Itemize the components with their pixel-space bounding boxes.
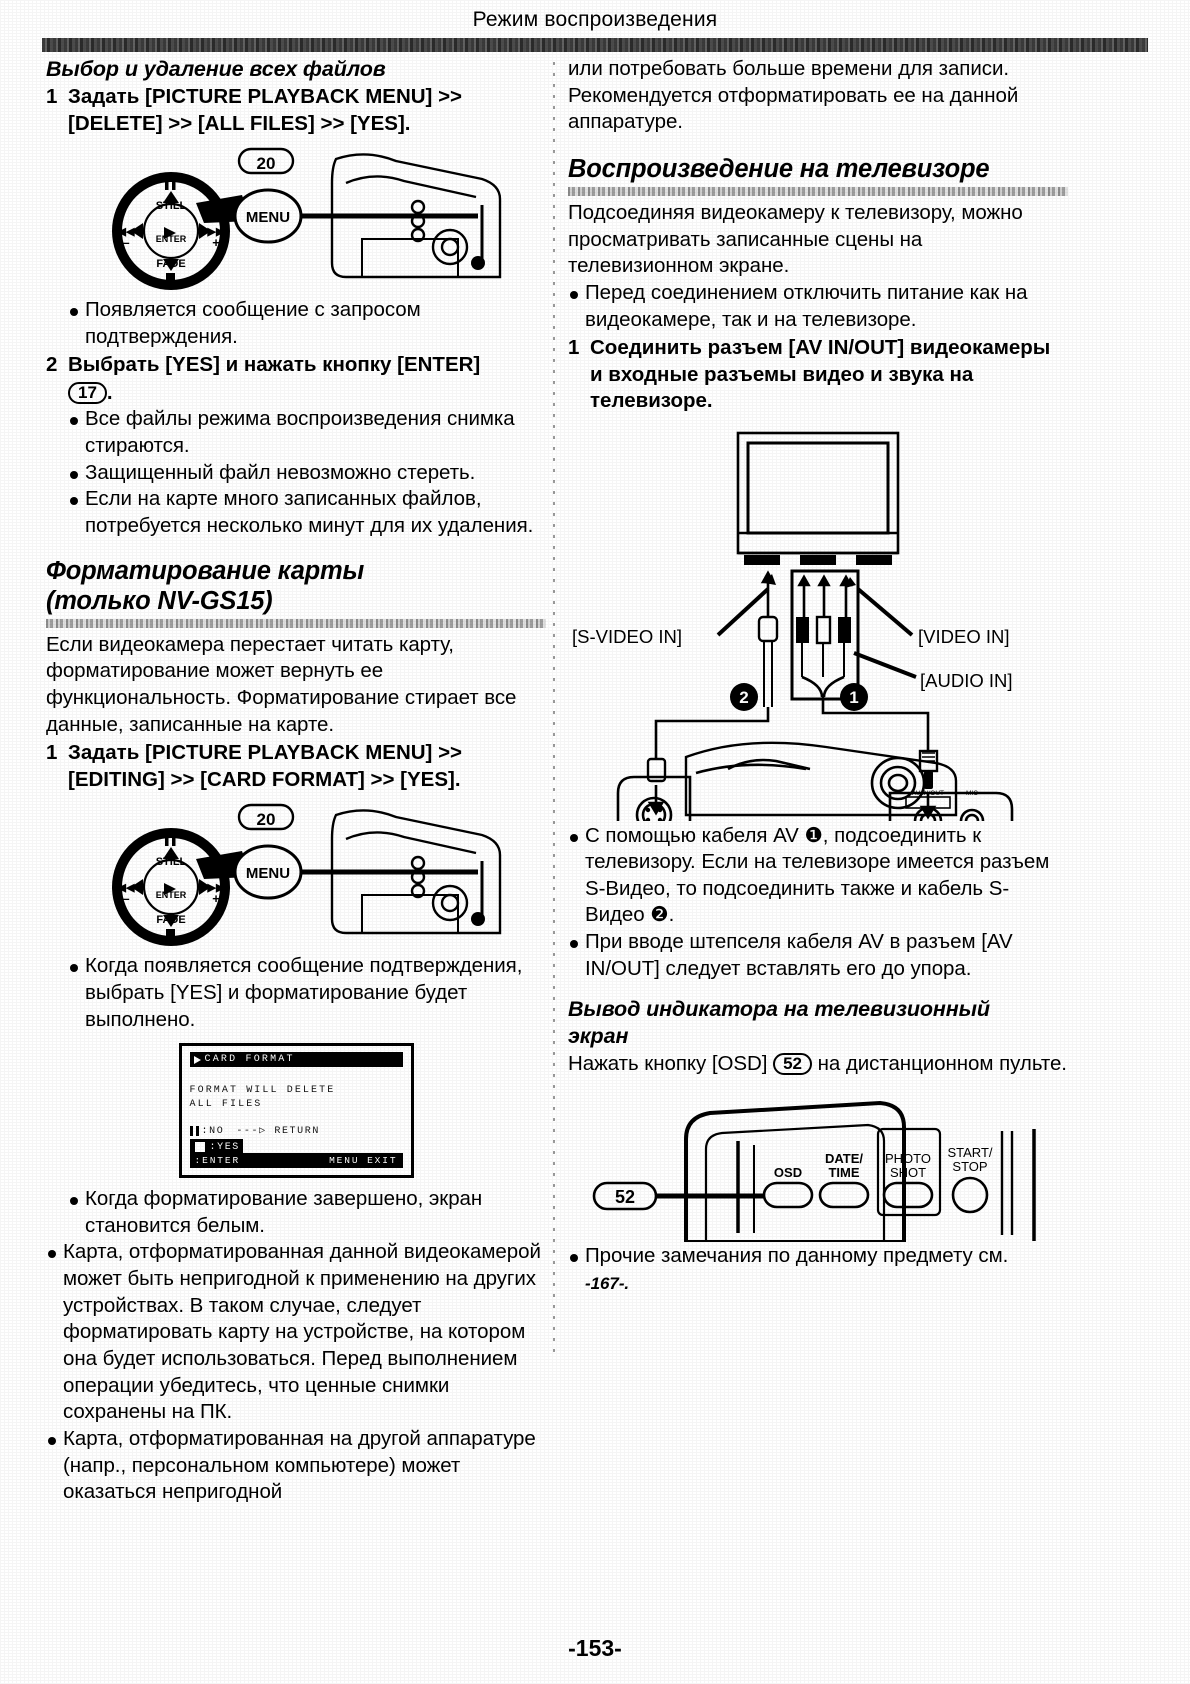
tv-intro: Подсоединяя видеокамеру к телевизору, можно просматривать записанные сцены на телевизионном экране. — [568, 201, 1023, 278]
heading-rule-ornament — [46, 619, 546, 628]
label-video-in: [VIDEO IN] — [918, 625, 1010, 647]
step-text: Выбрать [YES] и нажать кнопку [ENTER] — [68, 353, 481, 377]
figure-card-format-osd — [46, 1043, 546, 1178]
note-list-delete-results — [68, 406, 546, 539]
note-list-power-off — [568, 280, 1068, 333]
page-ref-pill-17[interactable]: 17 — [68, 382, 107, 404]
osd-message-line1: FORMAT WILL DELETE — [189, 1085, 336, 1097]
step-text: Задать [PICTURE PLAYBACK MENU] >> [DELETE] >> [ALL FILES] >> [YES]. — [68, 85, 463, 135]
remote-button-label-time: TIME — [828, 1165, 860, 1181]
osd-title-text: CARD FORMAT — [204, 1054, 295, 1066]
note-list-av-cable — [568, 823, 1068, 983]
right-column — [568, 56, 1068, 1297]
step-2-page-ref-line: 17 . — [68, 379, 546, 407]
section-heading-card-format: Форматирование карты (только NV-GS15) — [46, 556, 365, 615]
continued-paragraph: или потребовать больше времени для записи. Рекомендуется отформатировать ее на данной аппаратуре. — [568, 57, 1019, 134]
pause-icon — [190, 1126, 199, 1136]
column-divider — [553, 62, 555, 1352]
osd-title-bar — [190, 1052, 403, 1067]
step-number: 1 — [46, 741, 58, 765]
dial-label-ff: ▶▶ — [207, 226, 225, 239]
osd-footer-bar — [190, 1153, 403, 1168]
step-number: 2 — [46, 353, 58, 377]
osd-message-line2: ALL FILES — [189, 1098, 263, 1110]
page-number: -153- — [568, 1635, 622, 1661]
camcorder-dial-svg-2 — [46, 799, 546, 949]
list-item: Появляется сообщение с запросом подтверждения. — [68, 297, 546, 350]
figure-camcorder-dial-1 — [46, 143, 546, 293]
dial-label-minus: – — [122, 235, 130, 251]
figure-remote-control — [568, 1087, 1068, 1237]
callout-1-label: 1 — [849, 687, 859, 707]
card-format-intro: Если видеокамера перестает читать карту, форматирование может вернуть ее функциональность. Форматирование стирает все данные, записанные на карте. — [46, 632, 517, 736]
list-item: Все файлы режима воспроизведения снимка стираются. — [68, 406, 546, 459]
osd-footer-exit: MENU EXIT — [329, 1155, 398, 1167]
note-list-confirm-format — [68, 953, 546, 1033]
remote-button-label-date: DATE/ — [824, 1151, 864, 1167]
list-item: Прочие замечания по данному предмету см. -167-. — [568, 1243, 1068, 1296]
label-s-video-in: [S-VIDEO IN] — [572, 625, 682, 647]
step-2-select-yes — [46, 352, 546, 378]
dial-label-still: STILL — [155, 856, 187, 869]
osd-option-return-label: ---▷ RETURN — [236, 1126, 320, 1138]
jack-label-av-in-out: AV IN/OUT — [911, 789, 945, 797]
heading-rule-ornament — [568, 187, 1068, 196]
section-heading-select-delete-all: Выбор и удаление всех файлов — [46, 57, 386, 81]
osd-screen — [179, 1043, 414, 1178]
list-item: Перед соединением отключить питание как на видеокамере, так и на телевизоре. — [568, 280, 1068, 333]
dial-label-ff: ▶▶ — [207, 882, 225, 895]
step-1-connect-av — [568, 335, 1068, 414]
figure-camcorder-dial-2 — [46, 799, 546, 949]
osd-footer-enter: :ENTER — [194, 1155, 241, 1167]
osd-option-yes-label: :YES — [209, 1141, 240, 1153]
remote-button-label-shot: SHOT — [889, 1165, 927, 1181]
remote-button-label-photo: PHOTO — [885, 1151, 931, 1167]
note-list-card-compat — [46, 1239, 546, 1505]
subsection-heading-osd-output: Вывод индикатора на телевизионный экран — [568, 997, 990, 1048]
dial-label-enter: ENTER — [155, 890, 187, 901]
list-item: Защищенный файл невозможно стереть. — [68, 460, 546, 487]
remote-button-label-start: START/ — [947, 1145, 993, 1161]
step-1-card-format — [46, 740, 546, 793]
dial-label-minus: – — [122, 891, 130, 907]
note-list-see-also — [568, 1243, 1068, 1296]
figure-page-ref-20: 20 — [256, 154, 276, 174]
page-ref-pill-52[interactable]: 52 — [773, 1053, 812, 1075]
list-item: Карта, отформатированная на другой аппаратуре (напр., персональном компьютере) может оказаться непригодной — [46, 1426, 546, 1506]
page-ref-167[interactable]: -167-. — [585, 1274, 630, 1294]
jack-label-mic: MIC — [966, 789, 978, 797]
header-rule-ornament — [42, 38, 1148, 52]
dial-label-enter: ENTER — [155, 234, 187, 245]
remote-button-label-osd: OSD — [773, 1165, 803, 1181]
section-heading-playback-on-tv: Воспроизведение на телевизоре — [568, 154, 990, 183]
list-item: Когда появляется сообщение подтверждения, выбрать [YES] и форматирование будет выполнено. — [68, 953, 546, 1033]
dial-label-rew: ◀◀ — [117, 882, 135, 895]
callout-2-label: 2 — [739, 687, 749, 707]
step-number: 1 — [46, 85, 58, 109]
dial-label-fade: FADE — [156, 258, 186, 271]
running-head: Режим воспроизведения — [472, 8, 718, 31]
dial-label-still: STILL — [155, 200, 187, 213]
dial-label-fade: FADE — [156, 914, 186, 927]
note-list-format-done — [68, 1186, 546, 1239]
list-item: Карта, отформатированная данной видеокамерой может быть непригодной к применению на других устройствах. В таком случае, следует форматировать карту на устройстве, на котором она будет использоваться. Перед выполнением операции убедитесь, что ценные снимки сохранены на ПК. — [46, 1239, 546, 1425]
step-number: 1 — [568, 336, 580, 360]
step-1-delete — [46, 84, 546, 137]
list-item: Когда форматирование завершено, экран становится белым. — [68, 1186, 546, 1239]
dial-label-plus: + — [212, 891, 220, 907]
left-column — [46, 56, 546, 1506]
remote-control-svg — [568, 1087, 1068, 1242]
dial-label-rew: ◀◀ — [117, 226, 135, 239]
dial-label-plus: + — [212, 235, 220, 251]
figure-tv-connection — [568, 421, 1068, 821]
list-item: С помощью кабеля AV ❶, подсоединить к телевизору. Если на телевизоре имеется разъем S-Видео, то подсоединить также и кабель S-Видео ❷. — [568, 823, 1068, 930]
menu-button-label: MENU — [245, 209, 291, 227]
tv-connection-svg — [568, 421, 1068, 821]
figure-page-ref-52: 52 — [614, 1187, 636, 1208]
remote-button-label-stop: STOP — [952, 1159, 988, 1175]
osd-option-no-label: :NO — [201, 1125, 225, 1137]
label-audio-in: [AUDIO IN] — [920, 669, 1013, 691]
list-item: При вводе штепселя кабеля AV в разъем [AV IN/OUT] следует вставлять его до упора. — [568, 929, 1068, 982]
menu-button-label: MENU — [245, 865, 291, 883]
list-item: Если на карте много записанных файлов, потребуется несколько минут для их удаления. — [68, 486, 546, 539]
osd-option-no[interactable] — [190, 1125, 403, 1137]
osd-instruction: Нажать кнопку [OSD] 52 на дистанционном пульте. — [568, 1051, 1067, 1075]
camcorder-dial-svg — [46, 143, 546, 293]
figure-page-ref-20: 20 — [256, 810, 276, 830]
osd-message — [190, 1084, 403, 1111]
note-list-confirm — [68, 297, 546, 350]
step-text: Задать [PICTURE PLAYBACK MENU] >> [EDITING] >> [CARD FORMAT] >> [YES]. — [68, 741, 463, 791]
stop-square-icon — [193, 1140, 207, 1154]
play-triangle-icon — [194, 1056, 201, 1064]
step-text: Соединить разъем [AV IN/OUT] видеокамеры и входные разъемы видео и звука на телевизоре. — [590, 336, 1051, 413]
